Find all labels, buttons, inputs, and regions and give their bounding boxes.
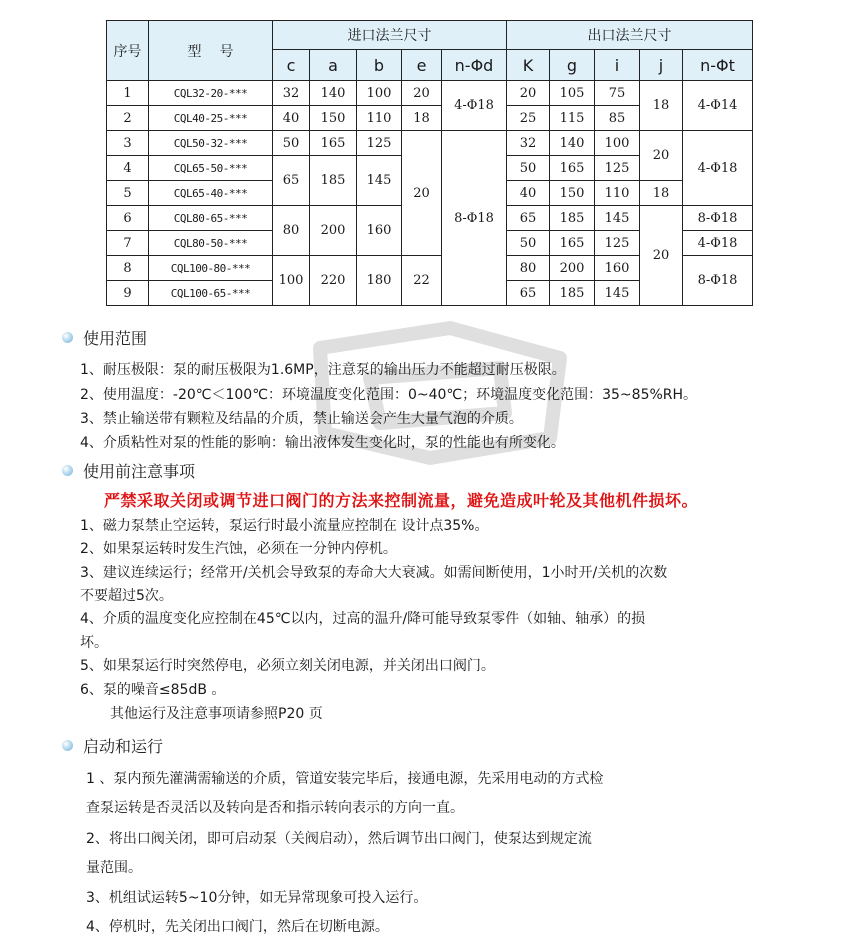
- cell: 80: [507, 256, 550, 281]
- cell: 65: [507, 206, 550, 231]
- cell: 50: [273, 131, 310, 156]
- cell: 40: [273, 106, 310, 131]
- cell-no: 1: [107, 81, 149, 106]
- usage-line-1: 1、耐压极限：泵的耐压极限为1.6MP，注意泵的输出压力不能超过耐压极限。: [80, 362, 566, 378]
- cell: 22: [402, 256, 442, 306]
- section-startup-title: [62, 734, 163, 757]
- cell: 4-Φ14: [683, 81, 753, 131]
- bullet-icon: [62, 332, 73, 343]
- cell: 185: [550, 206, 595, 231]
- cell-model: CQL100-80-***: [149, 256, 273, 281]
- header-nt: n-Φt: [683, 50, 753, 81]
- section-precautions-title: [62, 459, 195, 482]
- cell-no: 5: [107, 181, 149, 206]
- table-row: [107, 81, 753, 106]
- header-c: c: [273, 50, 310, 81]
- cell: 125: [595, 231, 640, 256]
- cell-model: CQL50-32-***: [149, 131, 273, 156]
- section-title-text: 使用前注意事项: [83, 462, 196, 481]
- cell: 185: [550, 281, 595, 306]
- cell: 20: [402, 81, 442, 106]
- cell: 165: [310, 131, 357, 156]
- cell: 110: [595, 181, 640, 206]
- cell: 20: [402, 131, 442, 256]
- startup-line-1b: 查泵运转是否灵活以及转向是否和指示转向表示的方向一直。: [86, 800, 464, 816]
- cell: 165: [550, 156, 595, 181]
- cell-model: CQL32-20-***: [149, 81, 273, 106]
- bullet-icon: [62, 740, 73, 751]
- cell: 220: [310, 256, 357, 306]
- header-inlet: 进口法兰尺寸: [273, 21, 507, 50]
- startup-line-3: 3、机组试运转5~10分钟，如无异常现象可投入运行。: [86, 890, 428, 906]
- precaution-note: 其他运行及注意事项请参照P20 页: [110, 706, 323, 722]
- header-e: e: [402, 50, 442, 81]
- header-a: a: [310, 50, 357, 81]
- cell: 8-Φ18: [683, 256, 753, 306]
- cell: 200: [550, 256, 595, 281]
- cell: 20: [640, 206, 683, 306]
- cell-model: CQL80-50-***: [149, 231, 273, 256]
- cell: 40: [507, 181, 550, 206]
- cell: 185: [310, 156, 357, 206]
- header-k: K: [507, 50, 550, 81]
- startup-line-2: 2、将出口阀关闭，即可启动泵（关阀启动），然后调节出口阀门，使泵达到规定流: [86, 831, 592, 847]
- header-outlet: 出口法兰尺寸: [507, 21, 753, 50]
- cell: 85: [595, 106, 640, 131]
- cell: 160: [595, 256, 640, 281]
- cell-no: 4: [107, 156, 149, 181]
- header-no: 序号: [107, 21, 149, 81]
- cell: 50: [507, 156, 550, 181]
- cell: 4-Φ18: [683, 231, 753, 256]
- cell: 20: [507, 81, 550, 106]
- cell: 32: [273, 81, 310, 106]
- cell: 140: [310, 81, 357, 106]
- cell: 65: [273, 156, 310, 206]
- cell-model: CQL80-65-***: [149, 206, 273, 231]
- cell-no: 6: [107, 206, 149, 231]
- cell-no: 7: [107, 231, 149, 256]
- startup-line-2b: 量范围。: [86, 860, 142, 876]
- precaution-line-3: 3、建议连续运行；经常开/关机会导致泵的寿命大大衰减。如需间断使用，1小时开/关机的次数: [80, 565, 668, 581]
- precaution-line-3b: 不要超过5次。: [80, 588, 173, 604]
- cell: 18: [402, 106, 442, 131]
- cell: 4-Φ18: [683, 131, 753, 206]
- header-nd: n-Φd: [442, 50, 507, 81]
- header-b: b: [357, 50, 402, 81]
- cell: 8-Φ18: [683, 206, 753, 231]
- cell: 25: [507, 106, 550, 131]
- cell: 65: [507, 281, 550, 306]
- cell: 160: [357, 206, 402, 256]
- cell: 150: [310, 106, 357, 131]
- cell: 105: [550, 81, 595, 106]
- cell: 125: [357, 131, 402, 156]
- cell: 20: [640, 131, 683, 181]
- usage-line-3: 3、禁止输送带有颗粒及结晶的介质，禁止输送会产生大量气泡的介质。: [80, 411, 523, 427]
- bullet-icon: [62, 465, 73, 476]
- section-usage-range-title: [62, 326, 147, 349]
- usage-line-2: 2、使用温度：-20℃＜100℃：环境温度变化范围：0~40℃；环境温度变化范围：35~85%RH。: [80, 387, 698, 403]
- cell: 75: [595, 81, 640, 106]
- table-row: [107, 131, 753, 156]
- cell-model: CQL100-65-***: [149, 281, 273, 306]
- cell: 140: [550, 131, 595, 156]
- startup-line-4: 4、停机时，先关闭出口阀门，然后在切断电源。: [86, 919, 389, 935]
- header-g: g: [550, 50, 595, 81]
- cell-no: 3: [107, 131, 149, 156]
- cell: 165: [550, 231, 595, 256]
- cell: 110: [357, 106, 402, 131]
- precaution-line-6: 6、泵的噪音≤85dB 。: [80, 682, 226, 698]
- cell: 50: [507, 231, 550, 256]
- precaution-line-1: 1、磁力泵禁止空运转，泵运行时最小流量应控制在 设计点35%。: [80, 518, 489, 534]
- cell: 180: [357, 256, 402, 306]
- cell-model: CQL65-40-***: [149, 181, 273, 206]
- precaution-line-5: 5、如果泵运行时突然停电，必须立刻关闭电源，并关闭出口阀门。: [80, 658, 495, 674]
- cell: 4-Φ18: [442, 81, 507, 131]
- flange-dimension-table: [106, 20, 753, 306]
- cell: 125: [595, 156, 640, 181]
- cell: 115: [550, 106, 595, 131]
- section-title-text: 启动和运行: [83, 737, 164, 756]
- section-title-text: 使用范围: [83, 329, 148, 348]
- usage-line-4: 4、介质粘性对泵的性能的影响：输出液体发生变化时，泵的性能也有所变化。: [80, 435, 565, 451]
- cell-model: CQL65-50-***: [149, 156, 273, 181]
- cell: 100: [357, 81, 402, 106]
- cell: 32: [507, 131, 550, 156]
- cell-no: 8: [107, 256, 149, 281]
- cell: 145: [595, 281, 640, 306]
- precaution-line-4: 4、介质的温度变化应控制在45℃以内，过高的温升/降可能导致泵零件（如轴、轴承）的损: [80, 611, 646, 627]
- cell-model: CQL40-25-***: [149, 106, 273, 131]
- cell-no: 2: [107, 106, 149, 131]
- header-i: i: [595, 50, 640, 81]
- startup-line-1: 1 、泵内预先灌满需输送的介质，管道安装完毕后，接通电源，先采用电动的方式检: [86, 771, 604, 787]
- cell: 80: [273, 206, 310, 256]
- cell: 100: [595, 131, 640, 156]
- cell: 18: [640, 81, 683, 131]
- header-j: j: [640, 50, 683, 81]
- cell: 200: [310, 206, 357, 256]
- cell: 100: [273, 256, 310, 306]
- precaution-line-4b: 坏。: [80, 635, 108, 651]
- cell: 145: [595, 206, 640, 231]
- cell: 150: [550, 181, 595, 206]
- precaution-line-2: 2、如果泵运转时发生汽蚀，必须在一分钟内停机。: [80, 541, 397, 557]
- cell-no: 9: [107, 281, 149, 306]
- cell: 18: [640, 181, 683, 206]
- cell: 145: [357, 156, 402, 206]
- warning-text: 严禁采取关闭或调节进口阀门的方法来控制流量，避免造成叶轮及其他机件损坏。: [104, 491, 699, 510]
- cell: 8-Φ18: [442, 131, 507, 306]
- header-type: 型号: [149, 21, 273, 81]
